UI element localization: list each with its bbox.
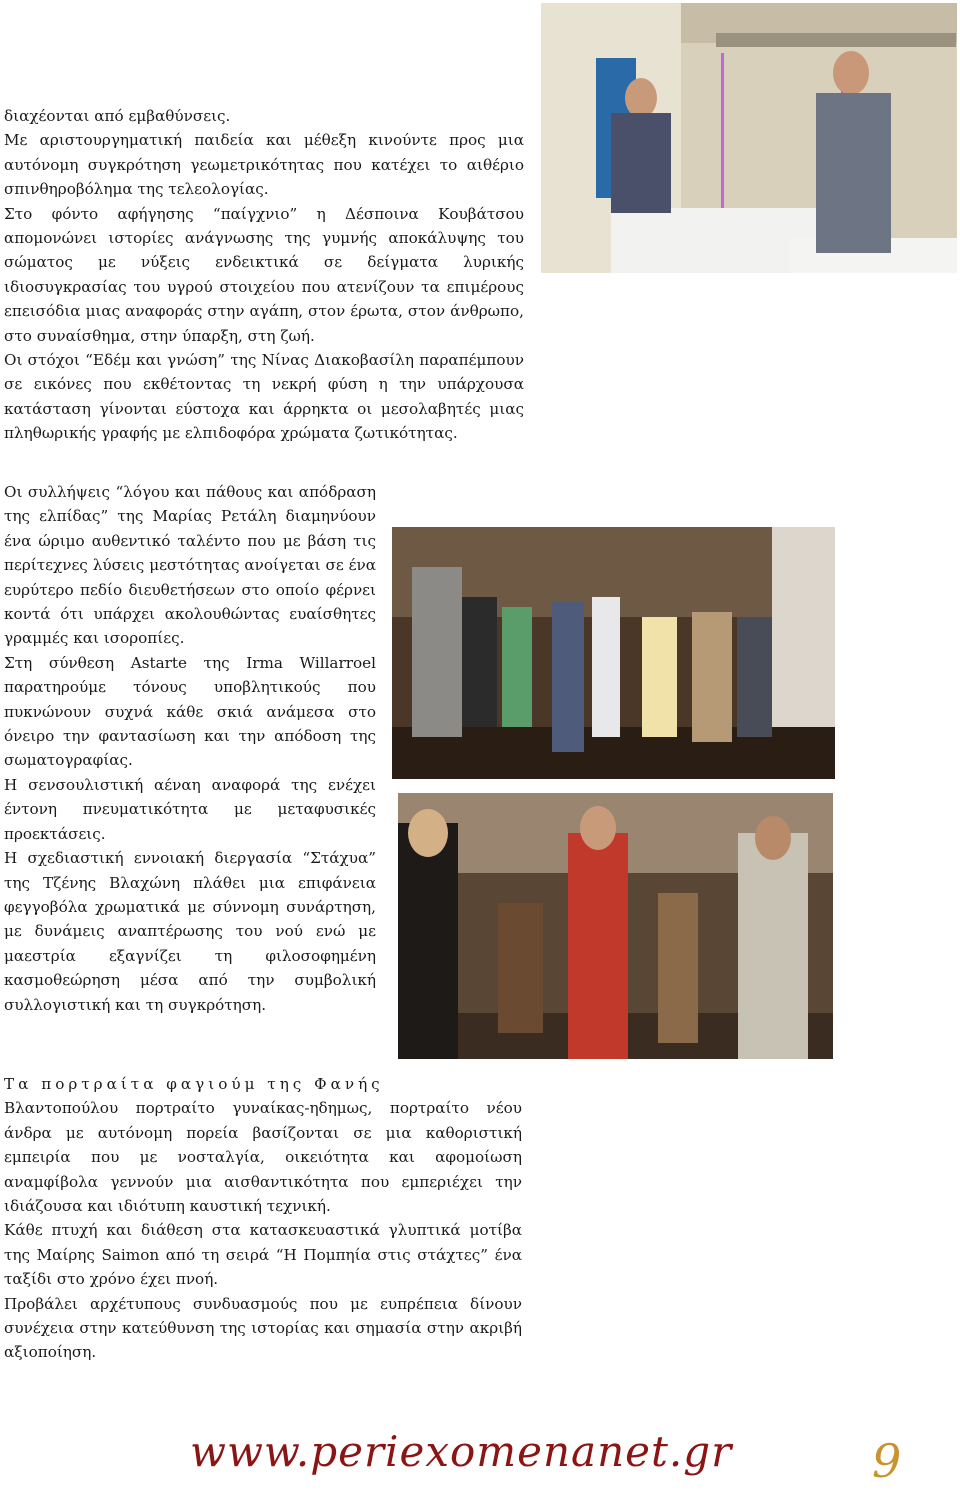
- article-paragraph: Στο φόντο αφήγησης “παίγχνιο” η Δέσποινα Κουβάτσου απομονώνει ιστορίες ανάγνωσης της γυμνής αποκάλυψης του σώματος με νύξεις ενδεικτικά σε δείγματα λυρικής ιδιοσυγκρασίας του υγρού στοιχείου που ατενίζουν τα επιμέρους επεισόδια μιας αναφοράς στην αγάπη, στον έρωτα, στον άνθρωπο, στο συναίσθημα, στην ύπαρξη, στη ζωή.: [4, 204, 524, 345]
- page-number: 9: [872, 1434, 902, 1488]
- article-paragraph: Η σχεδιαστική εννοιακή διεργασία “Στάχυα” της Τζένης Βλαχώνη πλάθει μια επιφάνεια φεγγοβόλα χρωματικά με σύννομη συνάρτηση, με δυνάμεις αναπτέρωσης του νού ενώ με μαεστρία εξαγνίζει τη φιλοσοφημένη κασμοθεώρηση μέσα από την συμβολική συλλογιστική και τη συγκρότηση.: [4, 849, 376, 1014]
- article-paragraph: Οι συλλήψεις “λόγου και πάθους και απόδραση της ελπίδας” της Μαρίας Ρετάλη διαμηνύουν ένα ώριμο αυθεντικό ταλέντο που με βάση τις περίτεχνες λύσεις μεστότητας ανοίγεται σε ένα ευρύτερο πεδίο διευθετήσεων στο οποίο φέρνει κοντά ότι υπάρχει ακολουθώντας ευαίσθητες γραμμές και ισοροπίες.: [4, 483, 376, 648]
- article-text-middle: [4, 480, 376, 1017]
- article-paragraph: Τα πορτραίτα φαγιούμ της Φανής: [4, 1075, 384, 1093]
- event-photo-speakers: [541, 3, 957, 273]
- article-text-bottom: [4, 1072, 522, 1365]
- event-photo-crowd: [392, 527, 835, 779]
- article-paragraph: Οι στόχοι “Εδέμ και γνώση” της Νίνας Διακοβασίλη παραπέμπουν σε εικόνες που εκθέτοντας τη νεκρή φύση η την υπάρχουσα κατάσταση γίνονται εύστοχα και άρρηκτα οι μεσολαβητές μιας πληθωρικής γραφής με ελπιδοφόρα χρώματα ζωτικότητας.: [4, 351, 524, 443]
- article-paragraph: Στη σύνθεση Astarte της Irma Willarroel παρατηρούμε τόνους υποβλητικούς που πυκνώνουν συχνά κάθε σκιά ανάμεσα στο όνειρο την φαντασίωση και την απόδοση της σωματογραφίας.: [4, 653, 376, 770]
- article-paragraph: Η σενσουλιστική αέναη αναφορά της ενέχει έντονη πνευματικότητα με μεταφυσικές προεκτάσεις.: [4, 775, 376, 843]
- article-paragraph: Προβάλει αρχέτυπους συνδυασμούς που με ευπρέπεια δίνουν συνέχεια στην κατεύθυνση της ιστορίας και σημασία στην ακριβή αξιοποίηση.: [4, 1294, 522, 1362]
- event-photo-visitors: [398, 793, 833, 1059]
- article-paragraph: διαχέονται από εμβαθύνσεις.: [4, 107, 231, 125]
- article-paragraph: Κάθε πτυχή και διάθεση στα κατασκευαστικά γλυπτικά μοτίβα της Μαίρης Saimon από τη σειρά “Η Πομπηία στις στάχτες” ένα ταξίδι στο χρόνο έχει πνοή.: [4, 1221, 522, 1289]
- article-paragraph: Με αριστουργηματική παιδεία και μέθεξη κινούντε προς μια αυτόνομη συγκρότηση γεωμετρικότητας που κατέχει το αιθέριο σπινθηροβόλημα της τελεολογίας.: [4, 131, 524, 199]
- footer-website[interactable]: www.periexomenanet.gr: [190, 1427, 733, 1476]
- article-paragraph: Βλαντοπούλου πορτραίτο γυναίκας-ηδημως, πορτραίτο νέου άνδρα με αυτόνομη πορεία βασίζονται σε μια καθοριστική εμπειρία που με νοσταλγία, οικειότητα και αφομοίωση αναμφίβολα γεννούν μια αισθαντικότητα που εμπεριέχει την ιδιάζουσα και ιδιότυπη καυστική τεχνική.: [4, 1099, 522, 1216]
- article-text-top: [4, 104, 524, 446]
